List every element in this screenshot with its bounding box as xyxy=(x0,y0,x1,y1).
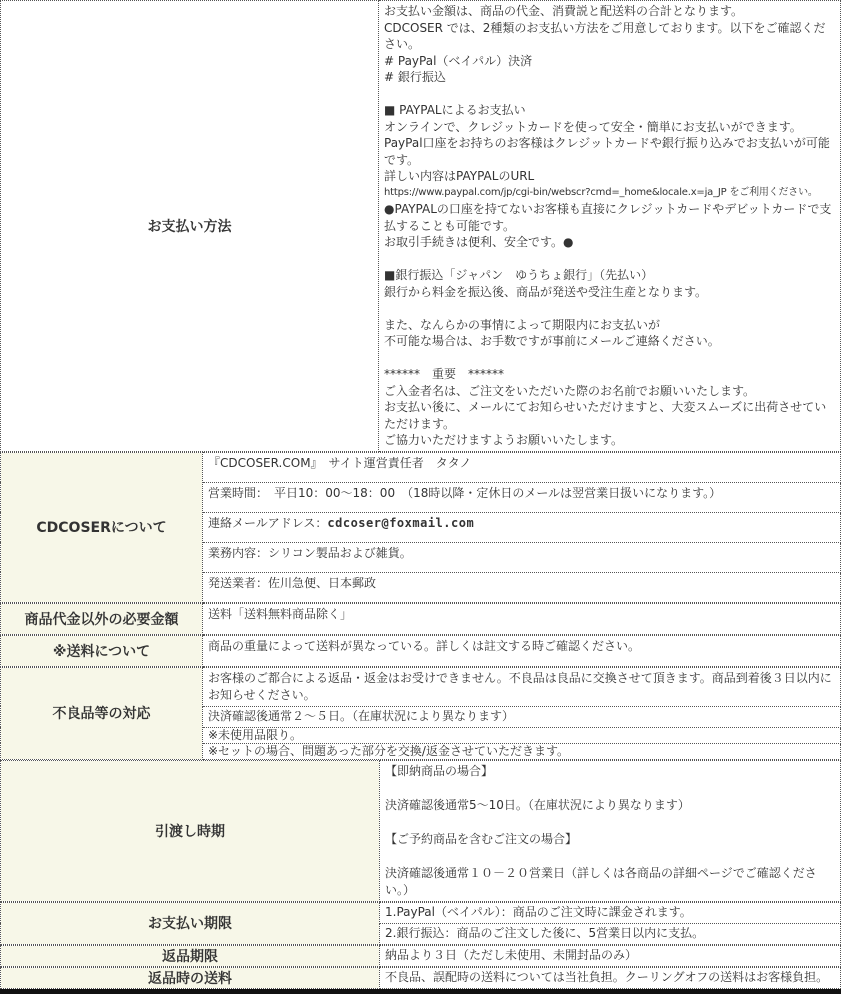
bottom-divider-bar xyxy=(0,989,841,994)
text-line: ●PAYPALの口座を持てないお客様も直接にクレジットカードやデビットカードで支払することも可能です。 xyxy=(384,202,832,233)
table-row xyxy=(1,667,841,706)
row-header-return-shipping: 返品時の送料 xyxy=(1,967,380,988)
text-line xyxy=(384,86,837,103)
defective-items-processing-time: 決済確認後通常２～５日。（在庫状況により異なります） xyxy=(203,706,841,727)
text-line: ■ PAYPALによるお支払い xyxy=(384,103,526,117)
table-row xyxy=(1,760,841,901)
cdcoser-business-description: 業務内容：シリコン製品および雑貨。 xyxy=(203,542,841,572)
delivery-time-content xyxy=(380,760,841,901)
text-line: 詳しい内容はPAYPALのURL xyxy=(384,169,535,183)
row-header-shipping-note: ※送料について xyxy=(1,635,203,666)
text-line xyxy=(385,814,837,831)
text-line: 【ご予約商品を含むご注文の場合】 xyxy=(385,831,578,846)
shipping-note-section xyxy=(0,635,841,667)
text-line xyxy=(385,848,837,865)
extra-fees-section xyxy=(0,603,841,635)
contact-email-label: 連絡メールアドレス： xyxy=(208,515,328,530)
text-line: ご協力いただけますようお願いいたします。 xyxy=(384,433,624,447)
text-line: # 銀行振込 xyxy=(384,70,446,84)
row-header-about-cdcoser: CDCOSERについて xyxy=(1,452,203,602)
important-marker-line: ****** 重要 ****** xyxy=(384,367,505,381)
text-line: ■銀行振込「ジャパン ゆうちょ銀行」（先払い） xyxy=(384,268,654,282)
table-row xyxy=(1,945,841,966)
row-header-return-deadline: 返品期限 xyxy=(1,945,380,966)
paypal-url-text: https://www.paypal.com/jp/cgi-bin/webscr?cmd=_home&locale.x=ja_JP をご利用ください。 xyxy=(384,186,818,198)
payment-deadline-paypal: 1.PayPal（ベイパル）：商品のご注文時に課金されます。 xyxy=(380,902,841,923)
return-deadline-section xyxy=(0,945,841,967)
payment-method-section xyxy=(0,0,841,452)
text-line: CDCOSER では、2種類のお支払い方法をご用意しております。以下をご確認ください。 xyxy=(384,20,826,51)
text-line: お支払い後に、メールにてお知らせいただけますと、大変スムーズに出荷させていただけます。 xyxy=(384,400,827,431)
cdcoser-shipping-carriers: 発送業者：佐川急便、日本郵政 xyxy=(203,572,841,602)
table-row xyxy=(1,452,841,482)
extra-fees-content: 送料「送料無料商品除く」 xyxy=(203,603,841,634)
row-header-defective-items: 不良品等の対応 xyxy=(1,667,203,759)
text-line: PayPal口座をお持ちのお客様はクレジットカードや銀行振り込みでお支払いが可能です。 xyxy=(384,136,830,167)
row-header-payment-method: お支払い方法 xyxy=(1,1,379,452)
text-line: # PayPal（ベイパル）決済 xyxy=(384,53,533,68)
defective-items-set-note: ※セットの場合、問題あった部分を交換/返金させていただきます。 xyxy=(203,743,841,759)
contact-email-address: cdcoser@foxmail.com xyxy=(327,515,475,530)
delivery-time-section xyxy=(0,760,841,902)
return-shipping-section xyxy=(0,967,841,989)
text-line xyxy=(384,251,837,268)
defective-items-policy: お客様のご都合による返品・返金はお受けできません。不良品は良品に交換させて頂きます。商品到着後３日以内にお知らせください。 xyxy=(203,667,841,706)
payment-method-content xyxy=(379,1,841,452)
text-line xyxy=(384,300,837,317)
return-shipping-content: 不良品、誤配時の送料については当社負担。クーリングオフの送料はお客様負担。 xyxy=(380,967,841,988)
text-line: お取引手続きは便利、安全です。● xyxy=(384,235,574,249)
text-line: 銀行から料金を振込後、商品が発送や受注生産となります。 xyxy=(384,284,708,299)
table-row xyxy=(1,902,841,923)
table-row xyxy=(1,1,841,452)
defective-items-unused-only-note: ※未使用品限り。 xyxy=(203,727,841,743)
text-line: ご入金者名は、ご注文をいただいた際のお名前でお願いいたします。 xyxy=(384,383,756,398)
table-row xyxy=(1,635,841,666)
row-header-payment-deadline: お支払い期限 xyxy=(1,902,380,944)
about-cdcoser-section xyxy=(0,452,841,603)
text-line: オンラインで、クレジットカードを使って安全・簡単にお支払いができます。 xyxy=(384,119,802,134)
cdcoser-site-owner: 『CDCOSER.COM』 サイト運営責任者 タタノ xyxy=(203,452,841,482)
table-row xyxy=(1,967,841,988)
text-line: 不可能な場合は、お手数ですが事前にメールご連絡ください。 xyxy=(384,334,720,348)
text-line: 【即納商品の場合】 xyxy=(385,763,494,778)
defective-items-section xyxy=(0,667,841,760)
text-line xyxy=(385,780,837,797)
payment-deadline-section xyxy=(0,902,841,945)
text-line xyxy=(384,350,837,367)
row-header-delivery-time: 引渡し時期 xyxy=(1,760,380,901)
table-row xyxy=(1,603,841,634)
text-line: また、なんらかの事情によって期限内にお支払いが xyxy=(384,317,661,332)
text-line: 決済確認後通常１０－２０営業日（詳しくは各商品の詳細ページでご確認ください。） xyxy=(385,865,817,897)
return-deadline-content: 納品より３日（ただし未使用、未開封品のみ） xyxy=(380,945,841,966)
text-line: 決済確認後通常5～10日。（在庫状況により異なります） xyxy=(385,797,690,812)
cdcoser-business-hours: 営業時間： 平日10：00～18：00 （18時以降・定休日のメールは翌営業日扱いになります。） xyxy=(203,482,841,512)
payment-deadline-bank: 2.銀行振込：商品のご注文した後に、5営業日以内に支払。 xyxy=(380,923,841,944)
shipping-note-content: 商品の重量によって送料が異なっている。詳しくは註文する時ご確認ください。 xyxy=(203,635,841,666)
text-line: お支払い金額は、商品の代金、消費説と配送料の合計となります。 xyxy=(384,4,744,18)
cdcoser-contact-email-row xyxy=(203,512,841,542)
row-header-extra-fees: 商品代金以外の必要金額 xyxy=(1,603,203,634)
